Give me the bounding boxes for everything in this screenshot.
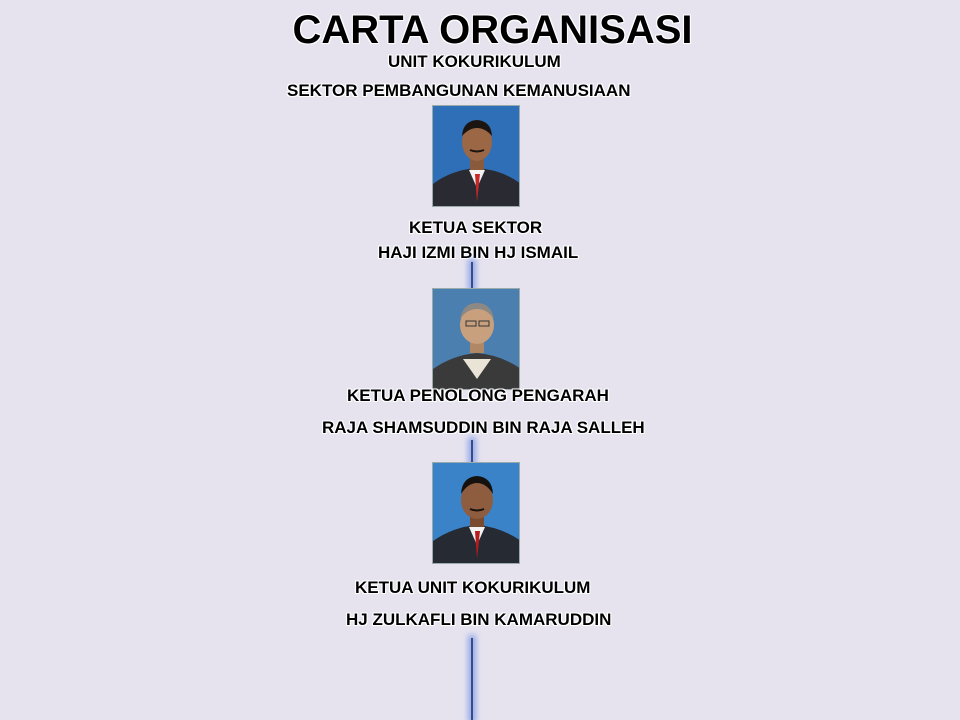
name-ketua-penolong-pengarah: RAJA SHAMSUDDIN BIN RAJA SALLEH	[322, 418, 645, 437]
name-ketua-sektor: HAJI IZMI BIN HJ ISMAIL	[378, 243, 579, 262]
portrait-icon	[433, 463, 520, 564]
connector-line-2	[471, 440, 473, 464]
portrait-icon	[433, 289, 520, 390]
role-ketua-unit-kokurikulum: KETUA UNIT KOKURIKULUM	[355, 578, 591, 597]
sector-subtitle: SEKTOR PEMBANGUNAN KEMANUSIAAN	[287, 81, 631, 100]
photo-ketua-unit-kokurikulum	[432, 462, 520, 564]
portrait-icon	[433, 106, 520, 207]
page-title: CARTA ORGANISASI	[292, 8, 693, 52]
photo-ketua-penolong-pengarah	[432, 288, 520, 390]
role-ketua-penolong-pengarah: KETUA PENOLONG PENGARAH	[347, 386, 609, 405]
connector-line-3	[471, 638, 473, 720]
unit-subtitle: UNIT KOKURIKULUM	[388, 52, 561, 71]
connector-line-1	[471, 262, 473, 289]
name-ketua-unit-kokurikulum: HJ ZULKAFLI BIN KAMARUDDIN	[346, 610, 612, 629]
photo-ketua-sektor	[432, 105, 520, 207]
role-ketua-sektor: KETUA SEKTOR	[409, 218, 543, 237]
